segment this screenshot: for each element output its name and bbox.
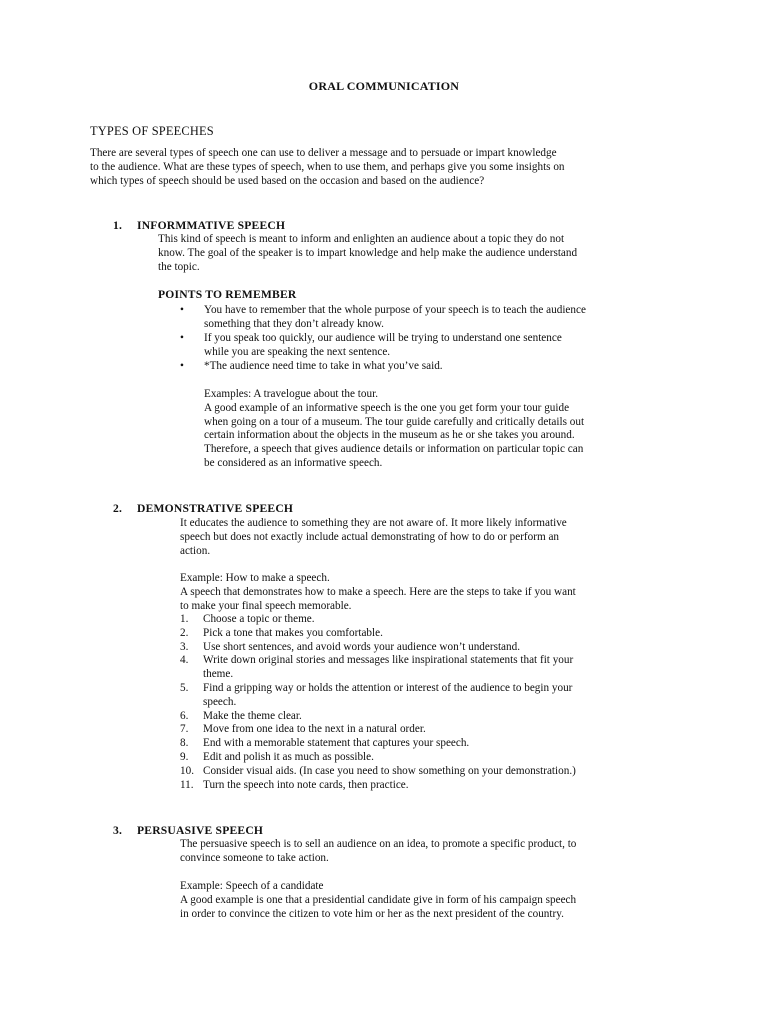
text-line: Consider visual aids. (In case you need to show something on your demonstration.) bbox=[203, 764, 576, 777]
bullet-icon: • bbox=[180, 360, 184, 372]
list-number: 8. bbox=[180, 737, 189, 750]
list-item bbox=[180, 765, 680, 779]
text-line: when going on a tour of a museum. The tour guide carefully and critically details out bbox=[204, 415, 585, 428]
text-line: speech but does not exactly include actual demonstrating of how to do or perform an bbox=[180, 530, 560, 543]
text-line: There are several types of speech one can use to deliver a message and to persuade or impart knowledge bbox=[90, 147, 557, 159]
bullet-item bbox=[204, 304, 586, 332]
text-line: action. bbox=[180, 544, 211, 557]
section-title: DEMONSTRATIVE SPEECH bbox=[137, 502, 294, 515]
text-line: know. The goal of the speaker is to impart knowledge and help make the audience understand bbox=[158, 246, 578, 259]
section-1-description bbox=[158, 233, 577, 274]
text-line: Pick a tone that makes you comfortable. bbox=[203, 626, 383, 639]
bullet-icon: • bbox=[180, 332, 184, 344]
text-line: the topic. bbox=[158, 260, 200, 273]
section-title: PERSUASIVE SPEECH bbox=[137, 824, 264, 837]
section-3-example bbox=[180, 880, 576, 921]
section-title: INFORMMATIVE SPEECH bbox=[137, 219, 286, 232]
text-line: while you are speaking the next sentence. bbox=[204, 345, 391, 358]
list-number: 1. bbox=[180, 613, 189, 625]
section-number: 2. bbox=[113, 502, 123, 515]
list-item bbox=[180, 627, 680, 641]
list-item bbox=[180, 682, 680, 710]
section-2-example bbox=[180, 572, 576, 613]
text-line: A good example is one that a presidential candidate give in form of his campaign speech bbox=[180, 893, 577, 906]
document-title: ORAL COMMUNICATION bbox=[308, 79, 460, 93]
list-item bbox=[180, 779, 680, 793]
list-item bbox=[180, 654, 680, 682]
steps-list bbox=[180, 613, 680, 792]
text-line: to the audience. What are these types of speech, when to use them, and perhaps give you some insights on bbox=[90, 160, 565, 173]
list-number: 4. bbox=[180, 654, 189, 667]
text-line: *The audience need time to take in what you’ve said. bbox=[204, 360, 443, 372]
text-line: You have to remember that the whole purpose of your speech is to teach the audience bbox=[204, 304, 586, 316]
section-2-description bbox=[180, 517, 567, 558]
section-2-heading bbox=[113, 502, 293, 515]
text-line: Turn the speech into note cards, then practice. bbox=[203, 778, 409, 791]
section-3-heading bbox=[113, 824, 263, 837]
text-line: End with a memorable statement that captures your speech. bbox=[203, 737, 470, 750]
text-line: A good example of an informative speech is the one you get form your tour guide bbox=[204, 401, 570, 414]
text-line: be considered as an informative speech. bbox=[204, 456, 383, 469]
list-number: 9. bbox=[180, 750, 189, 763]
bullet-item bbox=[204, 332, 562, 360]
list-number: 11. bbox=[180, 778, 194, 791]
text-line: Use short sentences, and avoid words your audience won’t understand. bbox=[203, 640, 521, 653]
text-line: Move from one idea to the next in a natural order. bbox=[203, 723, 426, 736]
list-number: 5. bbox=[180, 681, 189, 694]
text-line: which types of speech should be used based on the occasion and based on the audience? bbox=[90, 174, 485, 187]
intro-paragraph bbox=[90, 147, 682, 188]
text-line: speech. bbox=[203, 695, 237, 708]
text-line: in order to convince the citizen to vote him or her as the next president of the country. bbox=[180, 907, 564, 920]
list-number: 6. bbox=[180, 709, 189, 722]
text-line: Edit and polish it as much as possible. bbox=[203, 750, 374, 763]
list-item bbox=[180, 737, 680, 751]
text-line: Choose a topic or theme. bbox=[203, 613, 315, 625]
list-number: 7. bbox=[180, 723, 189, 736]
text-line: certain information about the objects in the museum as he or she takes you around. bbox=[204, 429, 575, 442]
text-line: Example: How to make a speech. bbox=[180, 572, 330, 584]
section-3-description bbox=[180, 838, 576, 866]
section-1-example bbox=[204, 388, 584, 471]
text-line: This kind of speech is meant to inform and enlighten an audience about a topic they do not bbox=[158, 233, 565, 245]
text-line: Write down original stories and messages like inspirational statements that fit your bbox=[203, 654, 574, 667]
section-1-heading bbox=[113, 219, 285, 232]
list-item bbox=[180, 751, 680, 765]
text-line: It educates the audience to something they are not aware of. It more likely informative bbox=[180, 517, 567, 529]
bullet-icon: • bbox=[180, 304, 184, 316]
text-line: Example: Speech of a candidate bbox=[180, 880, 324, 892]
section-number: 3. bbox=[113, 824, 123, 837]
list-number: 3. bbox=[180, 640, 189, 653]
text-line: Find a gripping way or holds the attention or interest of the audience to begin your bbox=[203, 681, 573, 694]
text-line: A speech that demonstrates how to make a speech. Here are the steps to take if you want bbox=[180, 585, 576, 598]
points-heading: POINTS TO REMEMBER bbox=[158, 288, 297, 301]
text-line: If you speak too quickly, our audience will be trying to understand one sentence bbox=[204, 332, 562, 344]
list-item bbox=[180, 613, 680, 627]
text-line: convince someone to take action. bbox=[180, 851, 329, 864]
list-item bbox=[180, 723, 680, 737]
text-line: theme. bbox=[203, 668, 234, 681]
section-heading: TYPES OF SPEECHES bbox=[90, 124, 214, 138]
text-line: Make the theme clear. bbox=[203, 709, 302, 722]
text-line: Therefore, a speech that gives audience details or information on particular topic can bbox=[204, 443, 584, 456]
text-line: something that they don’t already know. bbox=[204, 317, 384, 330]
bullet-item bbox=[204, 360, 443, 374]
text-line: The persuasive speech is to sell an audience on an idea, to promote a specific product, to bbox=[180, 838, 577, 850]
list-number: 2. bbox=[180, 626, 189, 639]
list-item bbox=[180, 710, 680, 724]
text-line: Examples: A travelogue about the tour. bbox=[204, 388, 378, 400]
section-number: 1. bbox=[113, 219, 123, 232]
list-item bbox=[180, 641, 680, 655]
list-number: 10. bbox=[180, 764, 194, 777]
text-line: to make your final speech memorable. bbox=[180, 599, 352, 612]
